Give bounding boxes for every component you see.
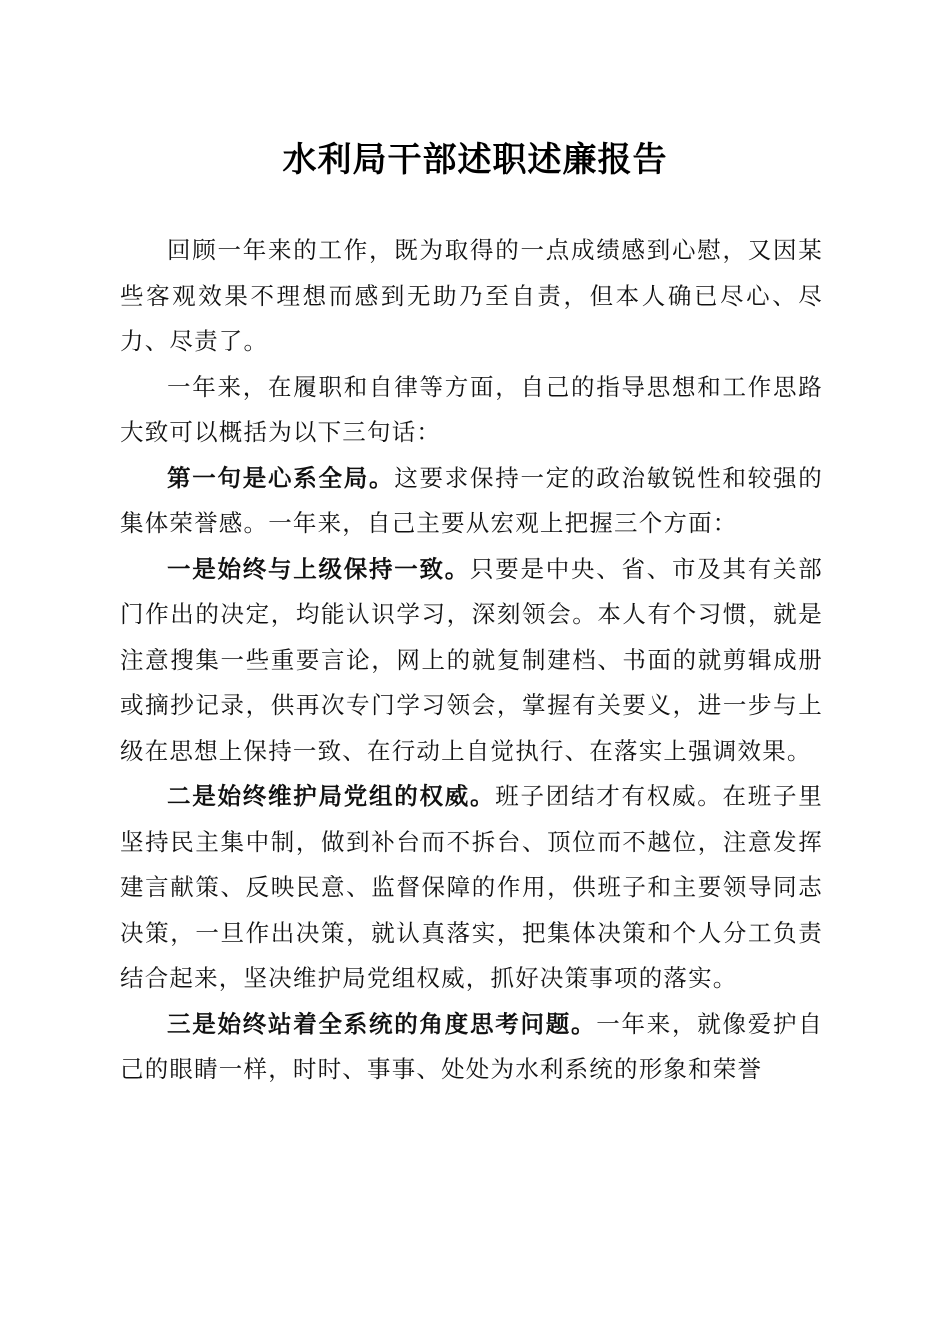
document-body [120,228,823,1093]
paragraph-5-text: 班子团结才有权威。在班子里坚持民主集中制，做到补台而不拆台、顶位而不越位，注意发挥建言献策、反映民意、监督保障的作用，供班子和主要领导同志决策，一旦作出决策，就认真落实，把集体决策和个人分工负责结合起来，坚决维护局党组权威，抓好决策事项的落实。 [120,782,823,992]
paragraph-5 [120,774,823,1002]
paragraph-4 [120,547,823,775]
paragraph-6-lead: 三是始终站着全系统的角度思考问题。 [167,1009,597,1038]
paragraph-3-lead: 第一句是心系全局。 [167,463,395,492]
paragraph-5-lead: 二是始终维护局党组的权威。 [167,782,496,810]
paragraph-3-text: 这要求保持一定的政治敏锐性和较强的集体荣誉感。一年来，自己主要从宏观上把握三个方面： [120,463,823,537]
paragraph-6-text: 一年来，就像爱护自己的眼睛一样，时时、事事、处处为水利系统的形象和荣誉 [120,1009,823,1083]
paragraph-2 [120,365,823,456]
document-title: 水利局干部述职述廉报告 [282,140,668,180]
paragraph-3 [120,456,823,547]
paragraph-4-lead: 一是始终与上级保持一致。 [167,554,471,583]
paragraph-1-text: 回顾一年来的工作，既为取得的一点成绩感到心慰，又因某些客观效果不理想而感到无助乃至自责，但本人确已尽心、尽力、尽责了。 [120,236,823,355]
paragraph-2-text: 一年来，在履职和自律等方面，自己的指导思想和工作思路大致可以概括为以下三句话： [120,372,823,446]
paragraph-6 [120,1002,823,1093]
paragraph-1 [120,228,823,365]
paragraph-4-text: 只要是中央、省、市及其有关部门作出的决定，均能认识学习，深刻领会。本人有个习惯，就是注意搜集一些重要言论，网上的就复制建档、书面的就剪辑成册或摘抄记录，供再次专门学习领会，掌握有关要义，进一步与上级在思想上保持一致、在行动上自觉执行、在落实上强调效果。 [120,554,823,765]
